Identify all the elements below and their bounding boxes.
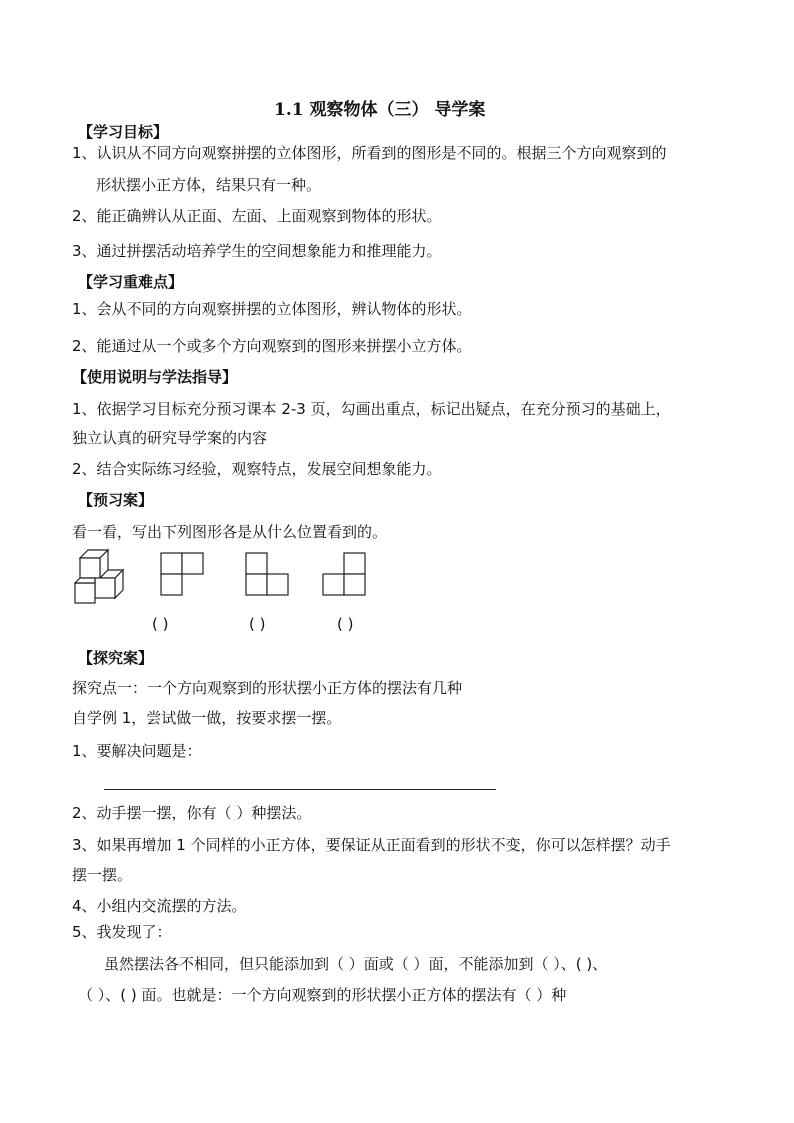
guide-item-2: 2、结合实际练习经验，观察特点，发展空间想象能力。 <box>72 460 442 478</box>
explore-example: 自学例 1，尝试做一做，按要求摆一摆。 <box>72 709 342 727</box>
view-figure-3 <box>323 553 369 597</box>
keypoint-item-2: 2、能通过从一个或多个方向观察到的图形来拼摆小立方体。 <box>72 337 472 355</box>
view-figure-1 <box>161 553 207 597</box>
explore-point-1: 探究点一：一个方向观察到的形状摆小正方体的摆法有几种 <box>72 679 463 697</box>
explore-question-3-line-2: 摆一摆。 <box>72 866 133 884</box>
guide-item-1-line-1: 1、依据学习目标充分预习课本 2-3 页，勾画出重点，标记出疑点，在充分预习的基础上， <box>72 400 671 418</box>
goal-item-2: 2、能正确辨认从正面、左面、上面观察到物体的形状。 <box>72 207 442 225</box>
keypoint-item-1: 1、会从不同的方向观察拼摆的立体图形，辨认物体的形状。 <box>72 300 472 318</box>
preview-prompt: 看一看，写出下列图形各是从什么位置看到的。 <box>72 523 388 541</box>
section-heading-keypoints: 【学习重难点】 <box>78 273 184 291</box>
finding-line-1: 虽然摆法各不相同，但只能添加到（ ）面或（ ）面，不能添加到（ ）、( )、 <box>104 955 608 973</box>
guide-item-1-line-2: 独立认真的研究导学案的内容 <box>72 429 268 447</box>
explore-question-1: 1、要解决问题是： <box>72 742 202 760</box>
goal-item-1-line-1: 1、认识从不同方向观察拼摆的立体图形，所看到的图形是不同的。根据三个方向观察到的 <box>72 144 667 162</box>
cube-left <box>75 583 95 603</box>
explore-question-5: 5、我发现了： <box>72 923 172 941</box>
section-heading-guide: 【使用说明与学法指导】 <box>72 368 238 386</box>
section-heading-preview: 【预习案】 <box>78 491 154 509</box>
goal-item-3: 3、通过拼摆活动培养学生的空间想象能力和推理能力。 <box>72 242 442 260</box>
section-heading-goals: 【学习目标】 <box>78 123 169 141</box>
answer-blank-3[interactable]: ( ) <box>337 615 354 633</box>
view-figure-2 <box>246 553 292 597</box>
answer-blank-1[interactable]: ( ) <box>152 615 169 633</box>
section-heading-explore: 【探究案】 <box>78 649 154 667</box>
explore-question-4: 4、小组内交流摆的方法。 <box>72 897 247 915</box>
finding-line-2: （ ）、( ) 面。也就是：一个方向观察到的形状摆小正方体的摆法有（ ）种 <box>78 986 567 1004</box>
cube-left-top-face <box>75 578 95 583</box>
answer-blank-2[interactable]: ( ) <box>249 615 266 633</box>
answer-line[interactable] <box>104 789 496 790</box>
cube-stack-figure <box>72 550 132 610</box>
explore-question-2: 2、动手摆一摆，你有（ ）种摆法。 <box>72 804 312 822</box>
goal-item-1-line-2: 形状摆小正方体，结果只有一种。 <box>96 176 322 194</box>
page-title: 1.1 观察物体（三） 导学案 <box>274 100 486 120</box>
explore-question-3-line-1: 3、如果再增加 1 个同样的小正方体，要保证从正面看到的形状不变，你可以怎样摆？动手 <box>72 836 671 854</box>
